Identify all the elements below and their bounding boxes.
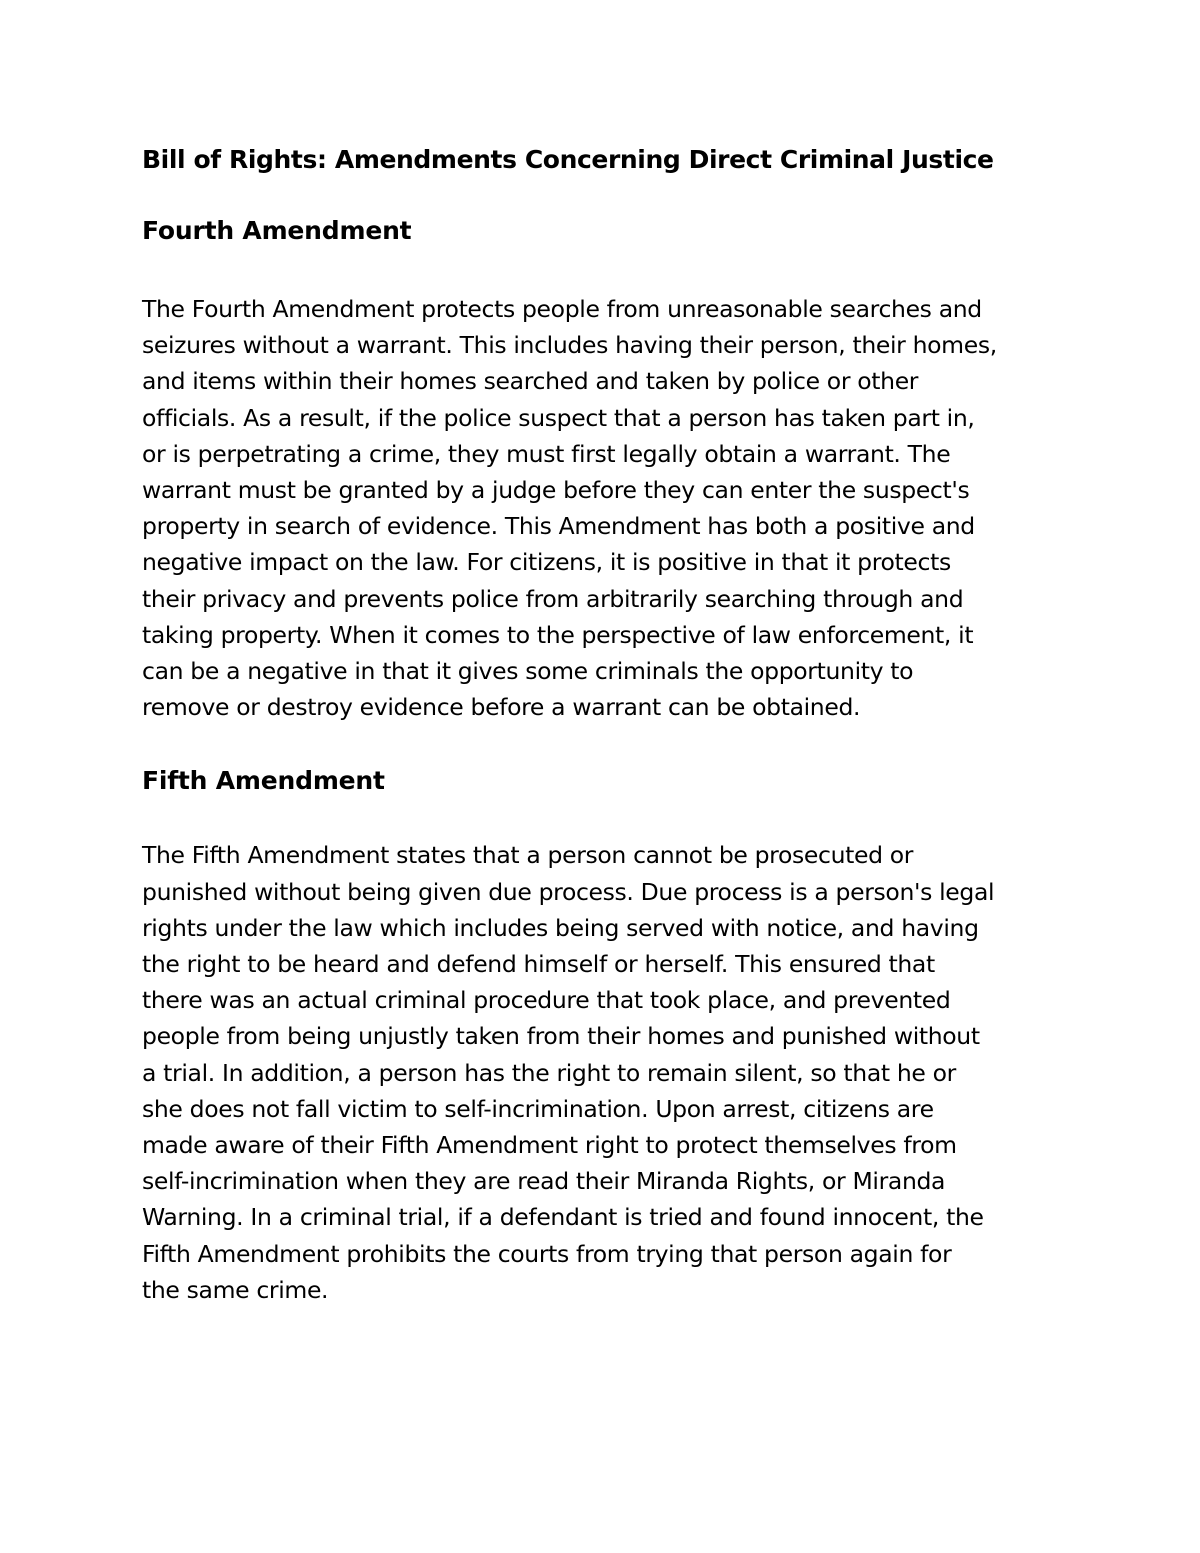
paragraph-fifth-amendment — [142, 837, 1078, 1308]
text-line: The Fifth Amendment states that a person cannot be prosecuted or — [142, 841, 914, 870]
section-heading-fourth-amendment: Fourth Amendment — [142, 216, 412, 245]
section-heading-fifth-amendment: Fifth Amendment — [142, 766, 385, 796]
text-line: warrant must be granted by a judge before they can enter the suspect's — [142, 476, 970, 505]
text-line: or is perpetrating a crime, they must first legally obtain a warrant. The — [142, 439, 951, 468]
text-line: rights under the law which includes being served with notice, and having — [142, 913, 979, 942]
document-title: Bill of Rights: Amendments Concerning Direct Criminal Justice — [142, 145, 994, 174]
document-page — [142, 138, 1078, 1308]
text-line: can be a negative in that it gives some criminals the opportunity to — [142, 657, 914, 686]
text-line: the same crime. — [142, 1275, 329, 1304]
text-line: she does not fall victim to self-incrimination. Upon arrest, citizens are — [142, 1094, 934, 1123]
text-line: remove or destroy evidence before a warrant can be obtained. — [142, 693, 861, 722]
text-line: self-incrimination when they are read their Miranda Rights, or Miranda — [142, 1167, 946, 1196]
text-line: there was an actual criminal procedure that took place, and prevented — [142, 986, 951, 1015]
text-line: a trial. In addition, a person has the right to remain silent, so that he or — [142, 1058, 956, 1087]
text-line: their privacy and prevents police from arbitrarily searching through and — [142, 584, 964, 613]
paragraph-fourth-amendment — [142, 291, 1078, 725]
text-line: negative impact on the law. For citizens, it is positive in that it protects — [142, 548, 951, 577]
text-line: property in search of evidence. This Amendment has both a positive and — [142, 512, 975, 541]
text-line: officials. As a result, if the police suspect that a person has taken part in, — [142, 403, 975, 432]
text-line: and items within their homes searched and taken by police or other — [142, 367, 919, 396]
text-line: taking property. When it comes to the perspective of law enforcement, it — [142, 620, 974, 649]
text-line: seizures without a warrant. This includes having their person, their homes, — [142, 331, 997, 360]
text-line: punished without being given due process. Due process is a person's legal — [142, 877, 995, 906]
text-line: The Fourth Amendment protects people from unreasonable searches and — [142, 295, 982, 323]
text-line: people from being unjustly taken from their homes and punished without — [142, 1022, 980, 1051]
text-line: Fifth Amendment prohibits the courts from trying that person again for — [142, 1239, 952, 1268]
text-line: made aware of their Fifth Amendment right to protect themselves from — [142, 1131, 957, 1160]
text-line: the right to be heard and defend himself or herself. This ensured that — [142, 950, 935, 979]
text-line: Warning. In a criminal trial, if a defendant is tried and found innocent, the — [142, 1203, 984, 1232]
